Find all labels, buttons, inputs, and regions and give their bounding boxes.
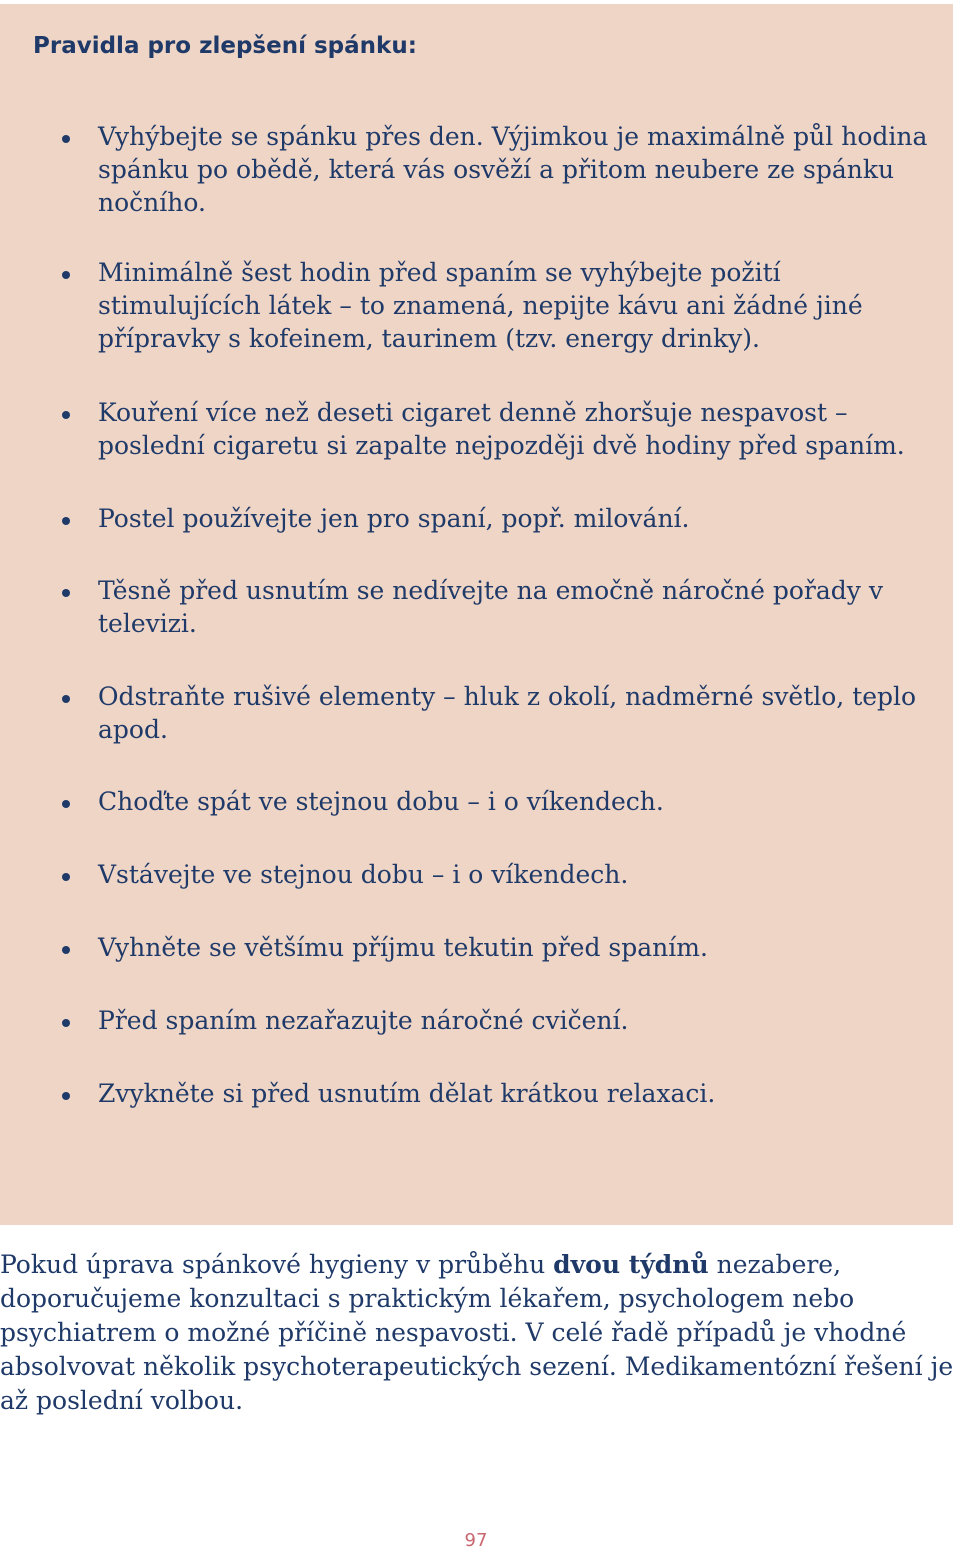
bullet-icon	[62, 589, 70, 597]
bullet-icon	[62, 135, 70, 143]
tip-item	[62, 858, 932, 891]
tip-text: Kouření více než deseti cigaret denně zhoršuje nespavost – poslední cigaretu si zapalte nejpozději dvě hodiny před spaním.	[98, 398, 905, 460]
tip-text: Těsně před usnutím se nedívejte na emočně náročné pořady v televizi.	[98, 576, 883, 638]
recommendation-text-start: Pokud úprava spánkové hygieny v průběhu	[0, 1250, 554, 1279]
tip-text: Postel používejte jen pro spaní, popř. milování.	[98, 504, 690, 533]
tip-item	[62, 1077, 932, 1110]
tip-item	[62, 120, 932, 219]
tip-item	[62, 256, 932, 355]
bullet-icon	[62, 946, 70, 954]
tip-item	[62, 680, 932, 746]
tip-text: Odstraňte rušivé elementy – hluk z okolí, nadměrné světlo, teplo apod.	[98, 682, 917, 744]
recommendation-emphasis: dvou týdnů	[553, 1250, 709, 1279]
tip-text: Vyhněte se většímu příjmu tekutin před spaním.	[98, 933, 708, 962]
tip-item	[62, 396, 932, 462]
bullet-icon	[62, 1092, 70, 1100]
rules-panel	[0, 4, 953, 1225]
tip-text: Vstávejte ve stejnou dobu – i o víkendech.	[98, 860, 629, 889]
page-number: 97	[464, 1530, 488, 1551]
tip-item	[62, 931, 932, 964]
panel-title: Pravidla pro zlepšení spánku:	[33, 33, 417, 59]
recommendation-text-end: nezabere, doporučujeme konzultaci s praktickým lékařem, psychologem nebo psychiatrem o možné příčině nespavosti. V celé řadě případů je vhodné absolvovat několik psychoterapeutických sezení. Medikamentózní řešení je až poslední volbou.	[0, 1250, 954, 1415]
tip-item	[62, 502, 932, 535]
bullet-icon	[62, 517, 70, 525]
bullet-icon	[62, 873, 70, 881]
tip-item	[62, 574, 932, 640]
bullet-icon	[62, 271, 70, 279]
tip-text: Zvykněte si před usnutím dělat krátkou relaxaci.	[98, 1079, 716, 1108]
bullet-icon	[62, 1019, 70, 1027]
tip-item	[62, 785, 932, 818]
tip-text: Vyhýbejte se spánku přes den. Výjimkou je maximálně půl hodina spánku po obědě, která vás osvěží a přitom neubere ze spánku nočního.	[98, 122, 928, 217]
bullet-icon	[62, 800, 70, 808]
bullet-icon	[62, 411, 70, 419]
tip-text: Před spaním nezařazujte náročné cvičení.	[98, 1006, 629, 1035]
tip-item	[62, 1004, 932, 1037]
tip-text: Choďte spát ve stejnou dobu – i o víkendech.	[98, 787, 664, 816]
tip-text: Minimálně šest hodin před spaním se vyhýbejte požití stimulujících látek – to znamená, nepijte kávu ani žádné jiné přípravky s kofeinem, taurinem (tzv. energy drinky).	[98, 258, 863, 353]
bullet-icon	[62, 695, 70, 703]
recommendation-paragraph	[0, 1248, 960, 1418]
